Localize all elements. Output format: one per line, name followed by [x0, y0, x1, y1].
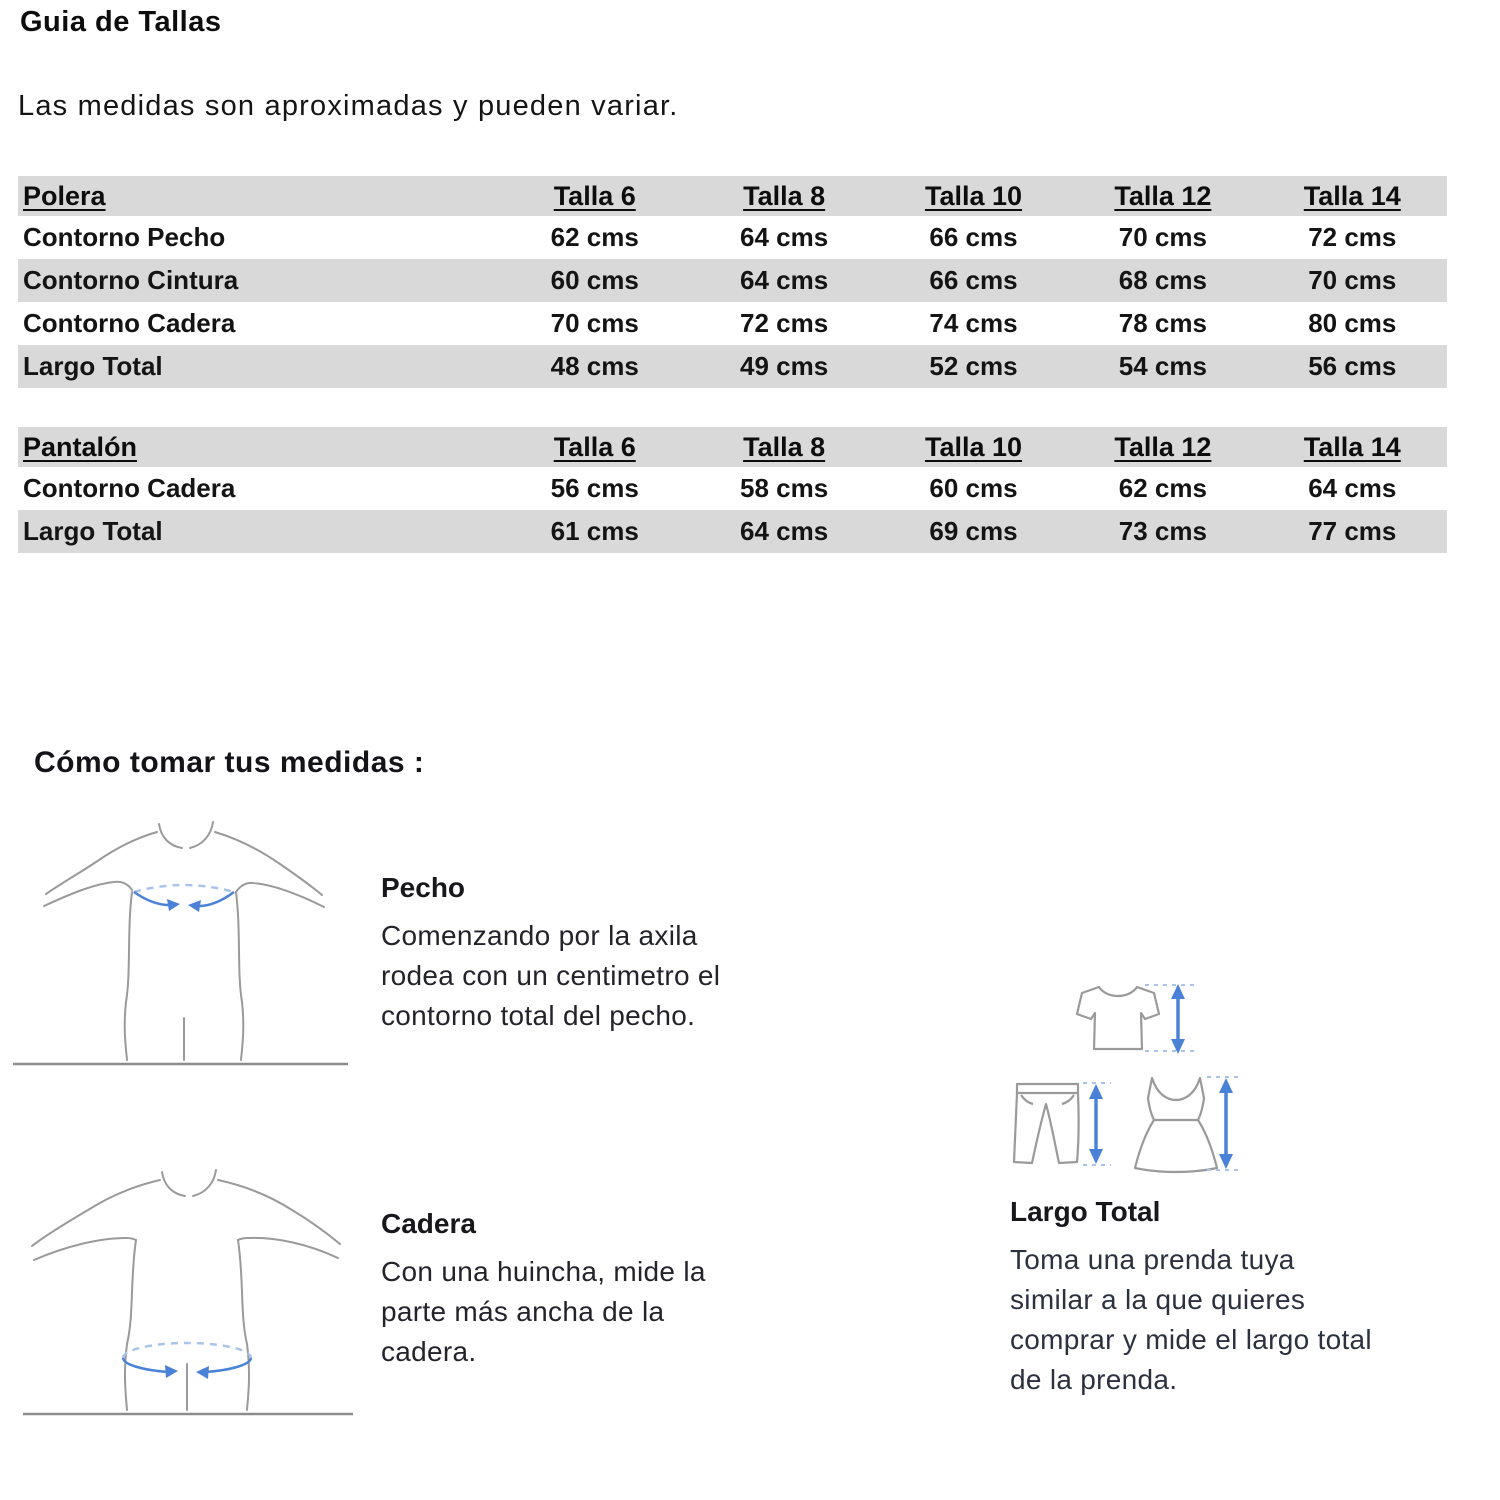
size-header: Talla 10 — [924, 180, 1023, 211]
measure-value: 64 cms — [740, 222, 829, 252]
measure-value: 60 cms — [550, 265, 639, 295]
row-label: Largo Total — [23, 516, 163, 546]
size-header: Talla 14 — [1303, 180, 1401, 211]
measure-value: 56 cms — [550, 473, 639, 503]
largo-total-instruction — [1010, 1196, 1470, 1400]
pants-icon — [1014, 1084, 1079, 1163]
polera-header-row — [18, 176, 1447, 216]
pecho-line: contorno total del pecho. — [381, 1000, 696, 1031]
pantalon-table-title: Pantalón — [23, 431, 138, 462]
chest-measure-figure — [8, 802, 358, 1072]
size-header: Talla 14 — [1303, 431, 1401, 462]
cadera-line: Con una huincha, mide la — [381, 1256, 706, 1287]
table-row — [18, 216, 1447, 259]
dress-length-arrow — [1207, 1077, 1243, 1170]
measure-value: 72 cms — [740, 308, 829, 338]
measure-value: 70 cms — [550, 308, 639, 338]
size-header: Talla 10 — [924, 431, 1023, 462]
largo-line: comprar y mide el largo total — [1010, 1324, 1372, 1355]
size-header: Talla 6 — [553, 180, 636, 211]
table-row — [18, 259, 1447, 302]
cadera-line: parte más ancha de la — [381, 1296, 665, 1327]
table-row — [18, 510, 1447, 553]
size-header: Talla 12 — [1114, 431, 1212, 462]
row-label: Contorno Cintura — [23, 265, 239, 295]
measure-value: 68 cms — [1118, 265, 1207, 295]
measure-value: 77 cms — [1308, 516, 1397, 546]
measure-value: 49 cms — [740, 351, 829, 381]
measure-value: 54 cms — [1118, 351, 1207, 381]
size-header: Talla 6 — [553, 431, 636, 462]
measure-value: 80 cms — [1308, 308, 1397, 338]
size-header: Talla 8 — [743, 431, 826, 462]
measure-value: 66 cms — [929, 265, 1018, 295]
pecho-title: Pecho — [381, 872, 466, 903]
hip-measure-figure — [8, 1152, 358, 1422]
pants-length-arrow — [1083, 1083, 1111, 1165]
size-header: Talla 8 — [743, 180, 826, 211]
polera-table-title: Polera — [23, 180, 106, 211]
row-label: Largo Total — [23, 351, 163, 381]
how-to-measure-heading: Cómo tomar tus medidas : — [34, 746, 425, 779]
tshirt-length-arrow — [1145, 984, 1199, 1054]
cadera-title: Cadera — [381, 1208, 476, 1239]
measure-value: 62 cms — [1118, 473, 1207, 503]
largo-line: Toma una prenda tuya — [1010, 1244, 1295, 1275]
measure-value: 60 cms — [929, 473, 1018, 503]
measure-value: 69 cms — [929, 516, 1018, 546]
measure-value: 58 cms — [740, 473, 829, 503]
measure-value: 72 cms — [1308, 222, 1397, 252]
dress-icon — [1135, 1078, 1217, 1172]
measure-value: 73 cms — [1118, 516, 1207, 546]
table-row — [18, 345, 1447, 388]
largo-total-title: Largo Total — [1010, 1196, 1161, 1227]
pecho-line: rodea con un centimetro el — [381, 960, 721, 991]
largo-line: similar a la que quieres — [1010, 1284, 1306, 1315]
row-label: Contorno Cadera — [23, 473, 236, 503]
pantalon-header-row — [18, 427, 1447, 467]
page-title: Guia de Tallas — [20, 6, 222, 38]
measure-value: 70 cms — [1118, 222, 1207, 252]
measure-value: 61 cms — [550, 516, 639, 546]
largo-line: de la prenda. — [1010, 1364, 1178, 1395]
cadera-instruction — [381, 1208, 811, 1372]
measure-value: 64 cms — [740, 265, 829, 295]
cadera-line: cadera. — [381, 1336, 477, 1367]
measure-value: 64 cms — [740, 516, 829, 546]
page-subtitle: Las medidas son aproximadas y pueden variar. — [18, 90, 679, 122]
polera-size-table — [18, 176, 1447, 388]
measure-value: 48 cms — [550, 351, 639, 381]
pantalon-size-table — [18, 427, 1447, 553]
measure-value: 56 cms — [1308, 351, 1397, 381]
measure-value: 64 cms — [1308, 473, 1397, 503]
measure-value: 74 cms — [929, 308, 1018, 338]
pecho-line: Comenzando por la axila — [381, 920, 698, 951]
measure-value: 52 cms — [929, 351, 1018, 381]
size-header: Talla 12 — [1114, 180, 1212, 211]
measure-value: 78 cms — [1118, 308, 1207, 338]
pecho-instruction — [381, 872, 841, 1036]
table-row — [18, 302, 1447, 345]
tshirt-icon — [1077, 987, 1159, 1049]
garment-length-icons — [995, 972, 1265, 1197]
measure-value: 70 cms — [1308, 265, 1397, 295]
measure-value: 62 cms — [550, 222, 639, 252]
measure-value: 66 cms — [929, 222, 1018, 252]
row-label: Contorno Pecho — [23, 222, 226, 252]
table-row — [18, 467, 1447, 510]
row-label: Contorno Cadera — [23, 308, 236, 338]
